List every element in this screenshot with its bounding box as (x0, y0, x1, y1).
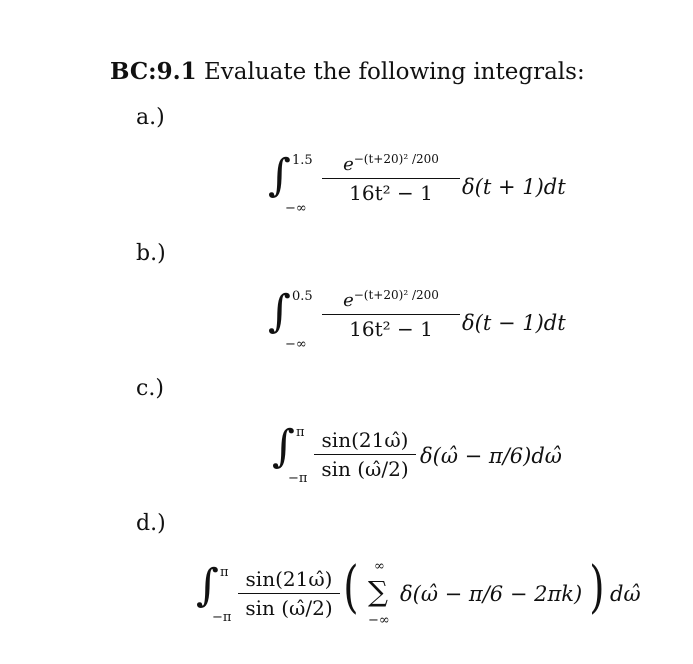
integrand-tail: δ(t + 1)dt (462, 175, 566, 199)
fraction (314, 430, 416, 479)
denominator: sin (ω̂/2) (321, 457, 409, 481)
lower-limit: −∞ (285, 201, 307, 216)
part-c-label: c.) (136, 376, 164, 401)
sum-upper-limit: ∞ (374, 559, 385, 574)
problem-instruction: Evaluate the following integrals: (204, 59, 585, 85)
denominator: 16t² − 1 (349, 181, 433, 205)
integral-sign: ∫ (268, 286, 291, 337)
sum-body: δ(ω̂ − π/6 − 2πk) (400, 582, 583, 606)
summation-sign: ∑ (368, 575, 388, 608)
upper-limit: π (296, 425, 305, 440)
left-paren: ( (343, 555, 359, 620)
integrand-tail: dω̂ (610, 582, 641, 606)
integral-sign: ∫ (272, 421, 295, 472)
part-d-label: d.) (136, 511, 166, 536)
integral-sign: ∫ (196, 560, 219, 611)
fraction-bar (322, 178, 460, 179)
exponent: −(t+20)² /200 (353, 288, 439, 302)
integral-sign: ∫ (268, 150, 291, 201)
integrand-tail: δ(ω̂ − π/6)dω̂ (420, 444, 562, 468)
fraction (322, 153, 460, 203)
fraction (238, 569, 340, 618)
upper-limit: 1.5 (292, 153, 313, 168)
lower-limit: −π (212, 610, 232, 625)
lower-limit: −π (288, 471, 308, 486)
denominator: sin (ω̂/2) (245, 596, 333, 620)
integrand-tail: δ(t − 1)dt (462, 311, 566, 335)
exponent: −(t+20)² /200 (353, 152, 439, 166)
right-paren: ) (589, 555, 605, 620)
numerator: $e^{-(t+20)^2 /200}$ (343, 288, 439, 311)
problem-heading (110, 58, 585, 85)
numerator: $e^{-(t+20)^2 /200}$ (343, 152, 439, 175)
part-b-label: b.) (136, 241, 166, 266)
problem-number: BC:9.1 (110, 58, 197, 85)
fraction (322, 289, 460, 339)
sum-lower-limit: −∞ (368, 613, 390, 628)
upper-limit: π (220, 565, 229, 580)
fraction-bar (322, 314, 460, 315)
fraction-bar (314, 454, 416, 455)
upper-limit: 0.5 (292, 289, 313, 304)
numerator: sin(21ω̂) (245, 567, 333, 591)
numerator: sin(21ω̂) (321, 428, 409, 452)
lower-limit: −∞ (285, 337, 307, 352)
fraction-bar (238, 593, 340, 594)
denominator: 16t² − 1 (349, 317, 433, 341)
part-a-label: a.) (136, 105, 165, 130)
